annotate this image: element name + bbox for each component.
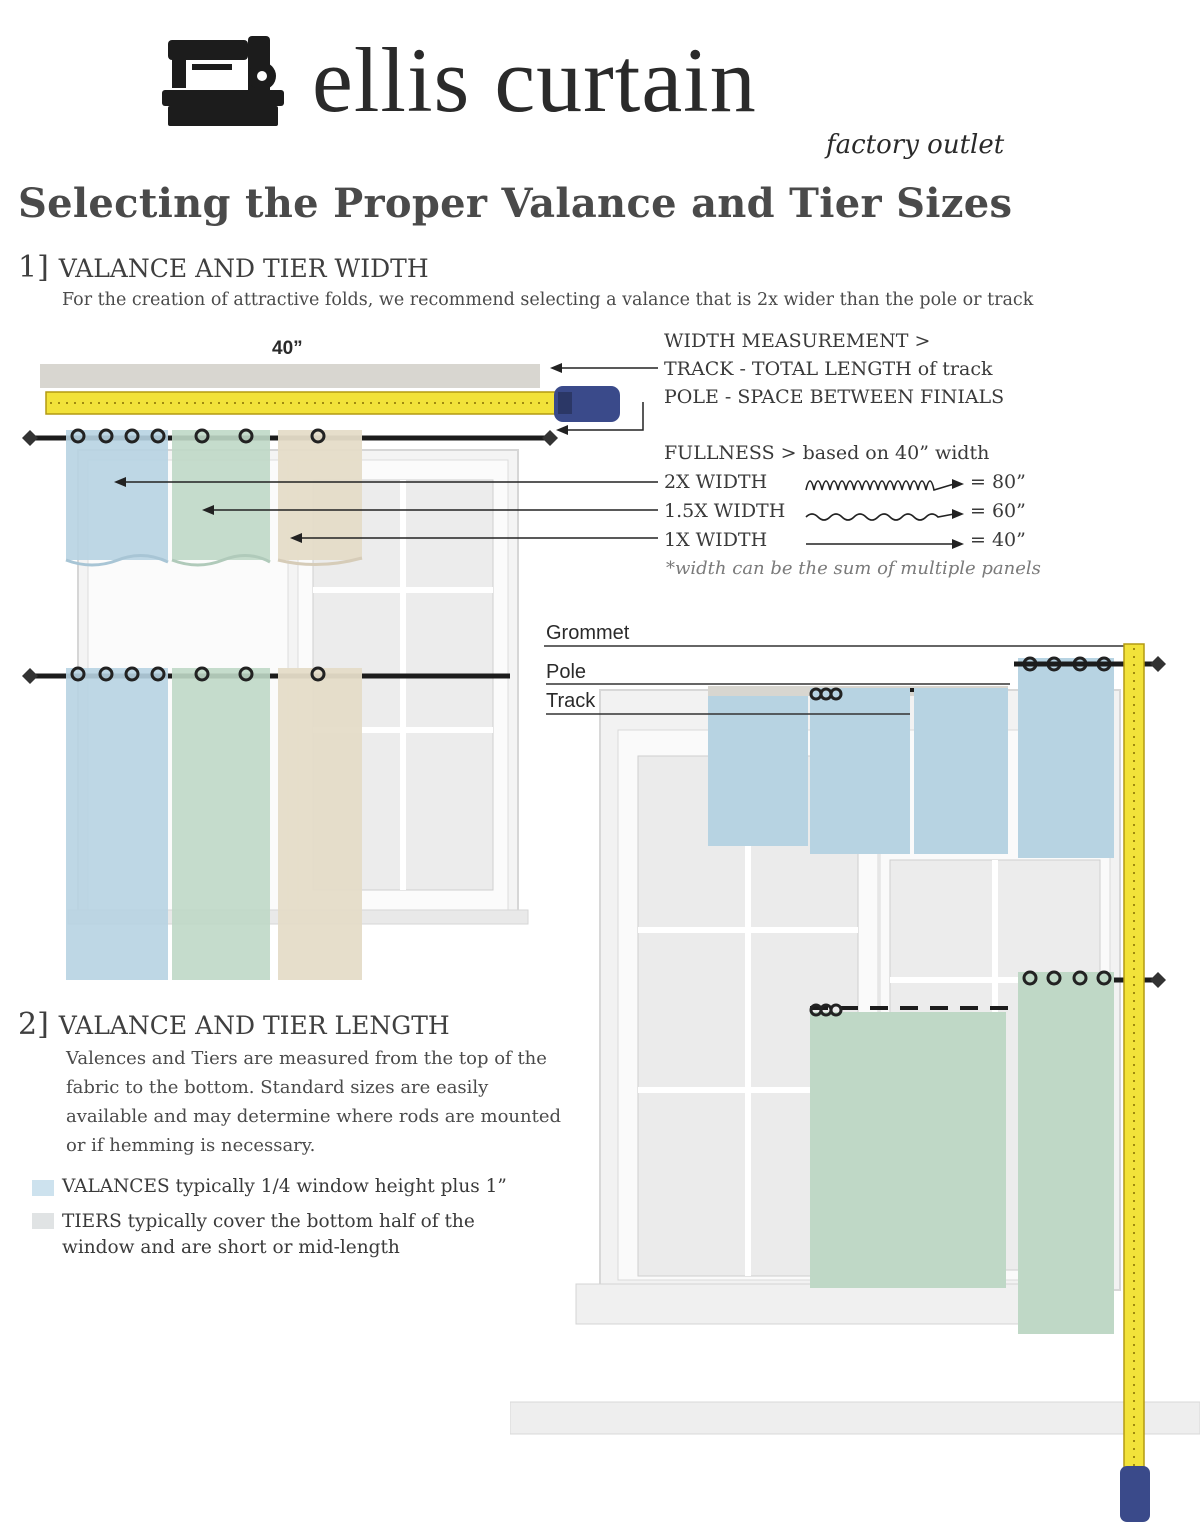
tier-green [172, 668, 270, 980]
measure-40-label: 40” [272, 338, 303, 359]
tier-blue [66, 668, 168, 980]
section1-heading [18, 250, 429, 285]
fullness-2x-label: 2X WIDTH [664, 471, 768, 493]
fullness-15x-result: = 60” [970, 500, 1026, 522]
width-pole-label: POLE - SPACE BETWEEN FINIALS [664, 386, 1005, 408]
fullness-2x-result: = 80” [970, 471, 1026, 493]
tier-pole [810, 1012, 1006, 1288]
fullness-1x-result: = 40” [970, 529, 1026, 551]
pole-label: Pole [546, 661, 587, 683]
fullness-footnote: *width can be the sum of multiple panels [666, 558, 1041, 579]
valance-green [172, 430, 270, 560]
track-bar [40, 364, 540, 388]
fullness-wave-icons [804, 470, 974, 560]
tier-beige [278, 668, 362, 980]
legend-valances: VALANCES typically 1/4 window height plus 1” [62, 1176, 507, 1197]
valance-pole [810, 688, 910, 854]
width-measurement-title: WIDTH MEASUREMENT > [664, 330, 931, 352]
section1-number: 1] [18, 250, 49, 285]
section2-title: VALANCE AND TIER LENGTH [58, 1011, 450, 1040]
legend-swatch-valances [32, 1180, 54, 1196]
section2-number: 2] [18, 1007, 49, 1042]
valance-beige [278, 430, 362, 560]
page-title: Selecting the Proper Valance and Tier Sizes [18, 180, 1013, 227]
track-label: Track [546, 690, 596, 712]
fullness-15x-label: 1.5X WIDTH [664, 500, 786, 522]
valance-grommet [1018, 658, 1114, 858]
valance-track [708, 696, 808, 846]
brand-name: ellis curtain [312, 29, 757, 131]
fullness-title: FULLNESS > based on 40” width [664, 442, 990, 464]
sewing-machine-icon [162, 36, 287, 128]
vertical-tape-case [1120, 1466, 1150, 1522]
brand-tagline: factory outlet [826, 130, 1005, 160]
baseboard [510, 1402, 1200, 1434]
length-diagram [510, 630, 1200, 1524]
section2-body: Valences and Tiers are measured from the top of the fabric to the bottom. Standard sizes are easily available and may determine where rods are mounted or if hemming is necessary. [66, 1048, 562, 1156]
section1-title: VALANCE AND TIER WIDTH [58, 254, 429, 283]
tier-grommet [1018, 972, 1114, 1334]
width-track-label: TRACK - TOTAL LENGTH of track [664, 358, 993, 380]
section2-heading [18, 1007, 450, 1042]
valance-blue [66, 430, 168, 560]
grommet-label: Grommet [546, 622, 630, 644]
legend-tiers: TIERS typically cover the bottom half of the window and are short or mid-length [62, 1211, 475, 1258]
fullness-1x-label: 1X WIDTH [664, 529, 768, 551]
legend-swatch-tiers [32, 1213, 54, 1229]
section1-intro: For the creation of attractive folds, we recommend selecting a valance that is 2x wider than the pole or track [62, 290, 1034, 310]
valance-pole-2 [914, 688, 1008, 854]
